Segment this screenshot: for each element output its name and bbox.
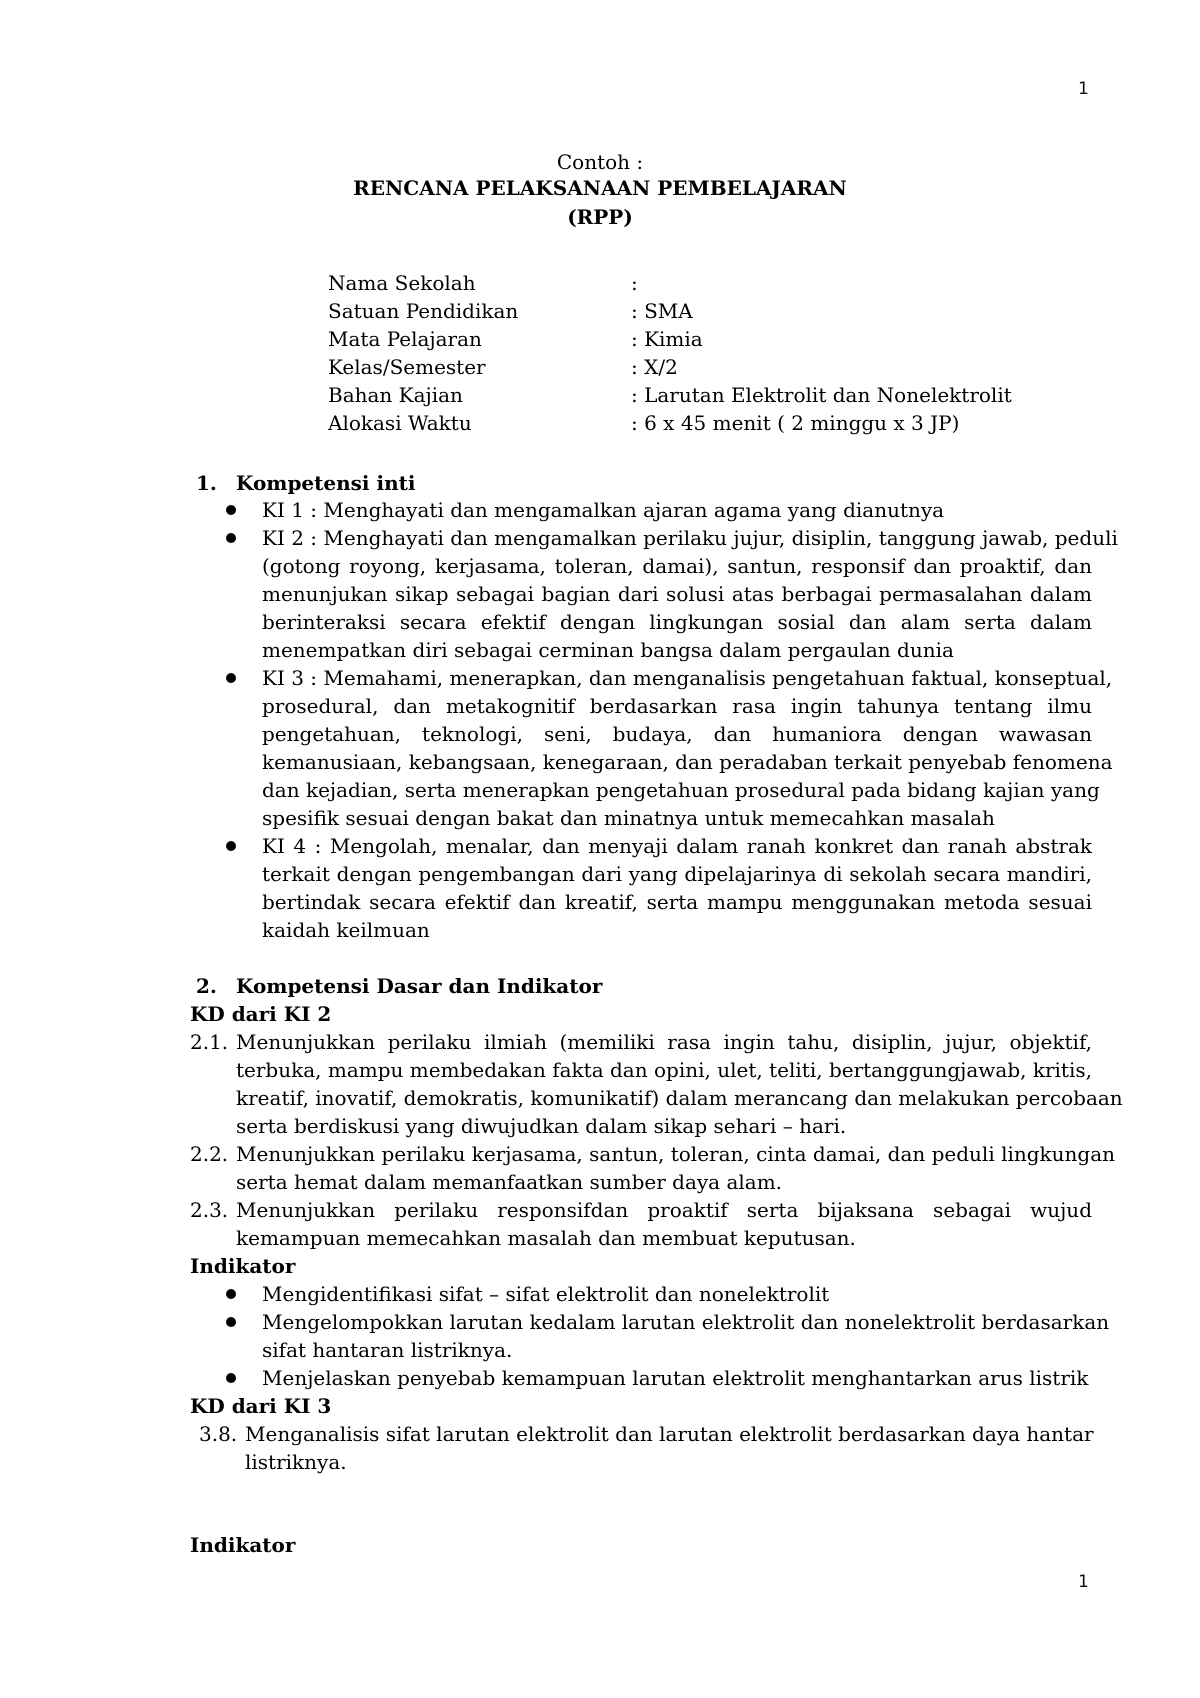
bullet-icon xyxy=(226,1317,236,1327)
page-number-top: 1 xyxy=(1078,79,1089,99)
identity-value: : 6 x 45 menit ( 2 minggu x 3 JP) xyxy=(631,411,960,435)
indikator-heading: Indikator xyxy=(190,1254,296,1278)
document-abbr: (RPP) xyxy=(567,205,633,229)
indikator-line: Mengidentifikasi sifat – sifat elektrolit dan nonelektrolit xyxy=(262,1282,830,1306)
identity-value: : xyxy=(631,271,638,295)
kd-2-2-line: Menunjukkan perilaku kerjasama, santun, toleran, cinta damai, dan peduli lingkungan xyxy=(236,1142,1116,1166)
kd-3-8-line: Menganalisis sifat larutan elektrolit dan larutan elektrolit berdasarkan daya hantar xyxy=(245,1422,1094,1446)
identity-label: Kelas/Semester xyxy=(328,355,486,379)
identity-label: Alokasi Waktu xyxy=(328,411,472,435)
section-1-number: 1. xyxy=(196,471,217,495)
ki4-line: terkait dengan pengembangan dari yang dipelajarinya di sekolah secara mandiri, xyxy=(262,862,1092,886)
kd-2-1-line: kreatif, inovatif, demokratis, komunikatif) dalam merancang dan melakukan percobaan xyxy=(236,1086,1123,1110)
section-2-title: Kompetensi Dasar dan Indikator xyxy=(236,974,603,998)
kd-2-1-line: serta berdiskusi yang diwujudkan dalam sikap sehari – hari. xyxy=(236,1114,847,1138)
identity-value: : Kimia xyxy=(631,327,703,351)
ki2-line: (gotong royong, kerjasama, toleran, damai), santun, responsif dan proaktif, dan xyxy=(262,554,1092,578)
ki3-line: prosedural, dan metakognitif berdasarkan rasa ingin tahunya tentang ilmu xyxy=(262,694,1092,718)
kd-ki2-heading: KD dari KI 2 xyxy=(190,1002,332,1026)
bullet-icon xyxy=(226,1373,236,1383)
ki2-line: KI 2 : Menghayati dan mengamalkan perilaku jujur, disiplin, tanggung jawab, peduli xyxy=(262,526,1118,550)
kd-2-3-line: Menunjukkan perilaku responsifdan proaktif serta bijaksana sebagai wujud xyxy=(236,1198,1092,1222)
ki2-line: menempatkan diri sebagai cerminan bangsa dalam pergaulan dunia xyxy=(262,638,954,662)
ki3-line: KI 3 : Memahami, menerapkan, dan menganalisis pengetahuan faktual, konseptual, xyxy=(262,666,1113,690)
kd-2-2-number: 2.2. xyxy=(190,1142,229,1166)
kd-3-8-line: listriknya. xyxy=(245,1450,347,1474)
identity-label: Bahan Kajian xyxy=(328,383,463,407)
ki3-line: dan kejadian, serta menerapkan pengetahuan prosedural pada bidang kajian yang xyxy=(262,778,1100,802)
ki3-line: pengetahuan, teknologi, seni, budaya, dan humaniora dengan wawasan xyxy=(262,722,1092,746)
identity-value: : Larutan Elektrolit dan Nonelektrolit xyxy=(631,383,1012,407)
kd-2-1-line: Menunjukkan perilaku ilmiah (memiliki rasa ingin tahu, disiplin, jujur, objektif, xyxy=(236,1030,1092,1054)
identity-value: : SMA xyxy=(631,299,693,323)
section-1-title: Kompetensi inti xyxy=(236,471,416,495)
kd-2-3-line: kemampuan memecahkan masalah dan membuat keputusan. xyxy=(236,1226,856,1250)
kd-2-1-number: 2.1. xyxy=(190,1030,229,1054)
ki4-line: bertindak secara efektif dan kreatif, serta mampu menggunakan metoda sesuai xyxy=(262,890,1092,914)
identity-label: Nama Sekolah xyxy=(328,271,476,295)
ki2-line: menunjukan sikap sebagai bagian dari solusi atas berbagai permasalahan dalam xyxy=(262,582,1092,606)
indikator-line: Menjelaskan penyebab kemampuan larutan elektrolit menghantarkan arus listrik xyxy=(262,1366,1089,1390)
identity-label: Mata Pelajaran xyxy=(328,327,482,351)
identity-label: Satuan Pendidikan xyxy=(328,299,519,323)
bullet-icon xyxy=(226,505,236,515)
bullet-icon xyxy=(226,533,236,543)
identity-value: : X/2 xyxy=(631,355,678,379)
indikator-line: sifat hantaran listriknya. xyxy=(262,1338,513,1362)
ki4-line: KI 4 : Mengolah, menalar, dan menyaji dalam ranah konkret dan ranah abstrak xyxy=(262,834,1092,858)
kd-2-2-line: serta hemat dalam memanfaatkan sumber daya alam. xyxy=(236,1170,783,1194)
document-title: RENCANA PELAKSANAAN PEMBELAJARAN xyxy=(353,176,847,200)
kd-2-3-number: 2.3. xyxy=(190,1198,229,1222)
ki2-line: berinteraksi secara efektif dengan lingkungan sosial dan alam serta dalam xyxy=(262,610,1092,634)
ki3-line: kemanusiaan, kebangsaan, kenegaraan, dan peradaban terkait penyebab fenomena xyxy=(262,750,1113,774)
bullet-icon xyxy=(226,1289,236,1299)
kd-ki3-heading: KD dari KI 3 xyxy=(190,1394,332,1418)
ki4-line: kaidah keilmuan xyxy=(262,918,430,942)
ki1-line: KI 1 : Menghayati dan mengamalkan ajaran agama yang dianutnya xyxy=(262,498,945,522)
section-2-number: 2. xyxy=(196,974,217,998)
indikator-line: Mengelompokkan larutan kedalam larutan elektrolit dan nonelektrolit berdasarkan xyxy=(262,1310,1110,1334)
bullet-icon xyxy=(226,673,236,683)
example-label: Contoh : xyxy=(556,150,644,174)
bullet-icon xyxy=(226,841,236,851)
kd-2-1-line: terbuka, mampu membedakan fakta dan opini, ulet, teliti, bertanggungjawab, kritis, xyxy=(236,1058,1092,1082)
page-number-bottom: 1 xyxy=(1078,1572,1089,1592)
kd-3-8-number: 3.8. xyxy=(199,1422,238,1446)
indikator-heading-2: Indikator xyxy=(190,1533,296,1557)
ki3-line: spesifik sesuai dengan bakat dan minatnya untuk memecahkan masalah xyxy=(262,806,995,830)
